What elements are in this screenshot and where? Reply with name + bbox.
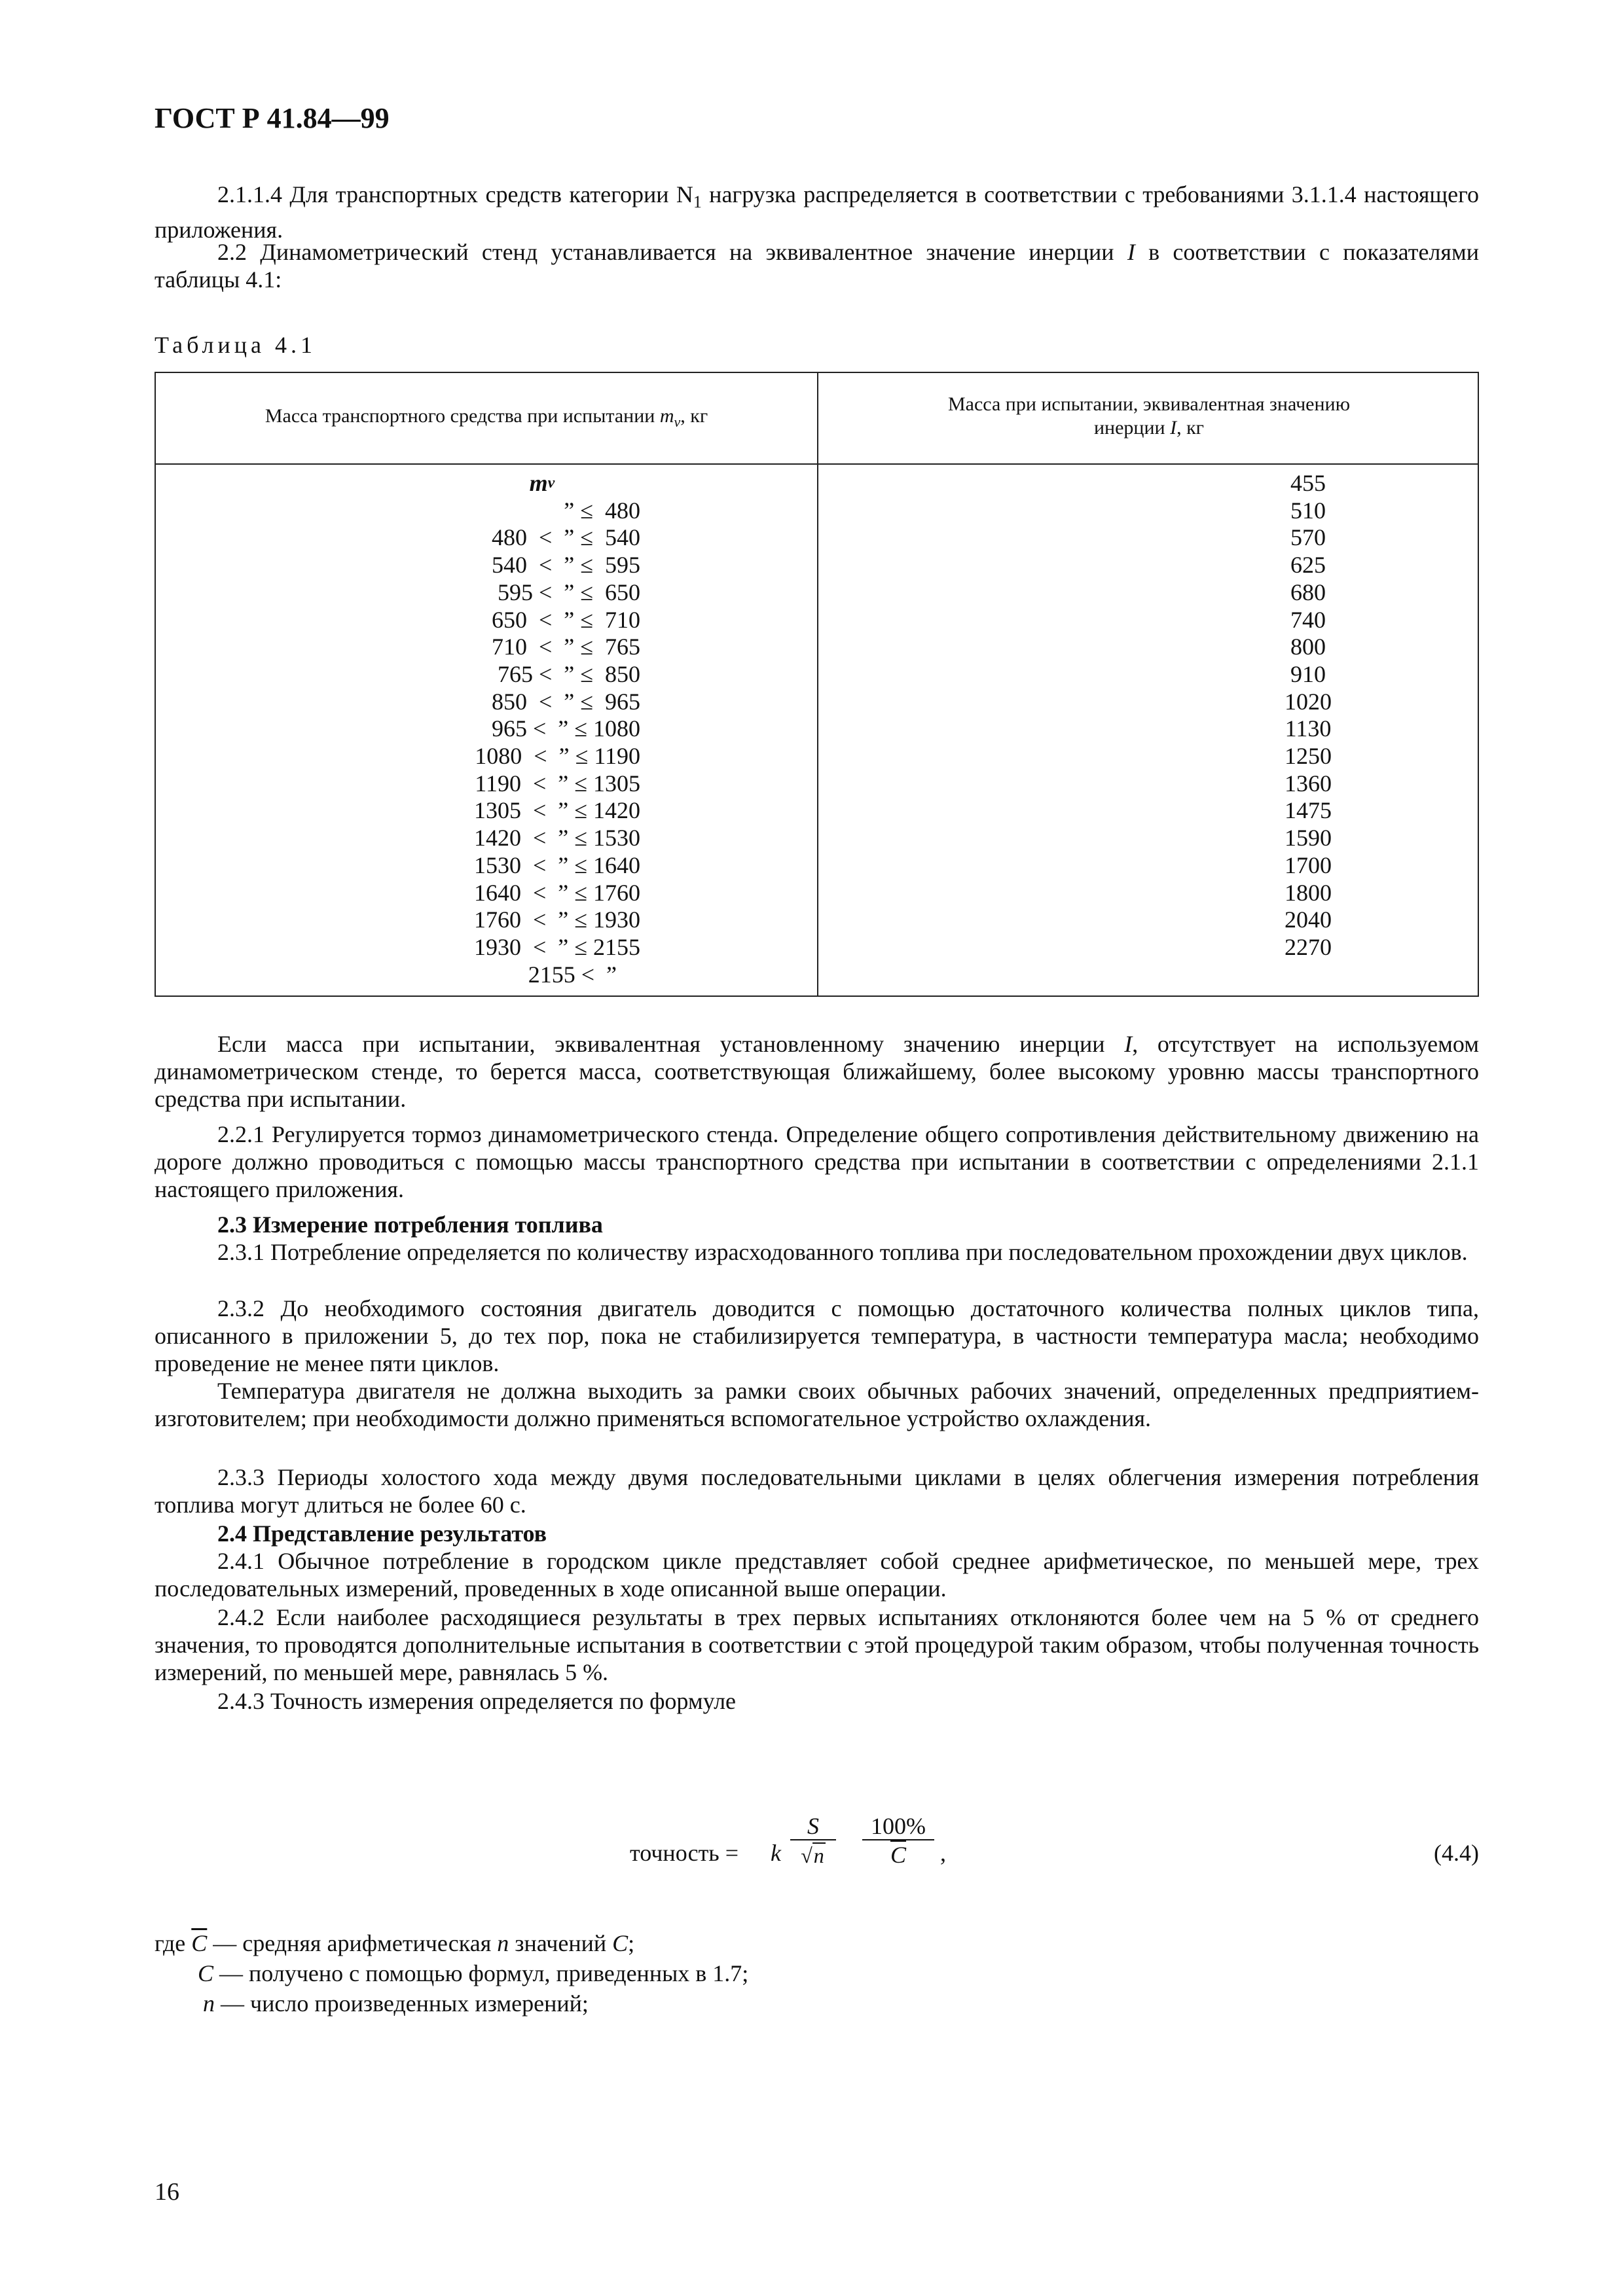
text: в соответствии с показателями таблицы 4.1: bbox=[155, 239, 1479, 293]
text: Масса при испытании, эквивалентная значению bbox=[947, 393, 1351, 415]
variable: n bbox=[497, 1930, 509, 1956]
table-cell: 1640 < ” ≤ 1760 bbox=[473, 879, 640, 906]
table-cell: 740 bbox=[1290, 606, 1326, 633]
paragraph-2-4-2: 2.4.2 Если наиболее расходящиеся результаты в трех первых испытаниях отклоняются более чем на 5 % от среднего значения, то проводятся дополнительные испытания в соответствии с этой процедурой таким образом, чтобы полученная точность измерений, по меньшей мере, равнялась 5 %. bbox=[155, 1604, 1479, 1685]
legend-c-bar bbox=[155, 1929, 634, 1957]
text: значений bbox=[509, 1930, 613, 1956]
page-number: 16 bbox=[155, 2178, 179, 2206]
variable: m bbox=[659, 405, 674, 427]
table-cell: 540 < ” ≤ 595 bbox=[491, 552, 640, 579]
table-cell: 480 < ” ≤ 540 bbox=[491, 524, 640, 551]
table-equivalent-masses bbox=[1203, 470, 1413, 961]
table-cell: 965 < ” ≤ 1080 bbox=[491, 715, 640, 742]
formula-4-4 bbox=[630, 1813, 1479, 1885]
text: — получено с помощью формул, приведенных в 1.7; bbox=[213, 1960, 749, 1986]
formula-comma: , bbox=[940, 1840, 946, 1866]
table-cell: 1360 bbox=[1285, 770, 1332, 797]
table-cell: 2270 bbox=[1285, 933, 1332, 960]
text: 2.1.1.4 Для транспортных средств категории N bbox=[217, 181, 693, 207]
radicand: n bbox=[813, 1844, 824, 1867]
variable: n bbox=[203, 1990, 215, 2017]
heading-2-4: 2.4 Представление результатов bbox=[217, 1520, 547, 1547]
c-bar: C bbox=[890, 1842, 906, 1868]
variable: C bbox=[198, 1960, 214, 1986]
text: инерции bbox=[1094, 417, 1171, 439]
text: — средняя арифметическая bbox=[207, 1930, 498, 1956]
text: , кг bbox=[1176, 417, 1204, 439]
text: Масса транспортного средства при испытании bbox=[264, 405, 660, 427]
paragraph-2-4-1: 2.4.1 Обычное потребление в городском цикле представляет собой среднее арифметическое, по меньшей мере, трех последовательных измерений, проведенных в ходе описанной выше операции. bbox=[155, 1548, 1479, 1602]
table-cell: 710 < ” ≤ 765 bbox=[491, 634, 640, 660]
legend-n bbox=[203, 1990, 589, 2017]
table-header-right bbox=[818, 393, 1480, 440]
text: , кг bbox=[680, 405, 708, 427]
document-header: ГОСТ Р 41.84—99 bbox=[155, 102, 390, 134]
paragraph-2-2-1: 2.2.1 Регулируется тормоз динамометрического стенда. Определение общего сопротивления действительному движению на дороге должно проводиться с помощью массы транспортного средства при испытании в соответствии с определениями 2.1.1 настоящего приложения. bbox=[155, 1121, 1479, 1202]
variable: I bbox=[1127, 239, 1135, 265]
subscript: v bbox=[547, 475, 555, 492]
table-cell: 680 bbox=[1290, 579, 1326, 605]
legend-c bbox=[198, 1960, 748, 1987]
sqrt-icon: √n bbox=[801, 1844, 824, 1867]
paragraph-2-3-3: 2.3.3 Периоды холостого хода между двумя последовательными циклами в целях облегчения измерения потребления топлива могут длиться не более 60 с. bbox=[155, 1464, 1479, 1518]
table-cell: 1475 bbox=[1285, 797, 1332, 824]
table-header-divider bbox=[156, 463, 1478, 465]
table-cell: 1250 bbox=[1285, 743, 1332, 770]
table-cell: 1590 bbox=[1285, 825, 1332, 852]
table-cell: 650 < ” ≤ 710 bbox=[491, 606, 640, 633]
paragraph-2-1-1-4 bbox=[155, 181, 1479, 243]
table-cell: 455 bbox=[1290, 470, 1326, 496]
fraction-denominator bbox=[862, 1840, 934, 1869]
table-cell: ” ≤ 480 bbox=[564, 497, 640, 524]
table-cell: 800 bbox=[1290, 634, 1326, 660]
paragraph-2-3-2: 2.3.2 До необходимого состояния двигатель доводится с помощью достаточного количества полных циклов типа, описанного в приложении 5, до тех пор, пока не стабилизируется температура, в частности температура масла; необходимо проведение не менее пяти циклов. bbox=[155, 1295, 1479, 1376]
table-cell: 510 bbox=[1290, 497, 1326, 524]
table-cell: 625 bbox=[1290, 552, 1326, 579]
variable: m bbox=[529, 470, 548, 496]
table-cell: 1800 bbox=[1285, 879, 1332, 906]
table-header-left bbox=[156, 404, 817, 434]
heading-2-3: 2.3 Измерение потребления топлива bbox=[217, 1211, 603, 1238]
formula-k: k bbox=[771, 1840, 781, 1866]
table-cell: 1305 < ” ≤ 1420 bbox=[473, 797, 640, 824]
formula-lhs: точность = bbox=[630, 1840, 739, 1866]
text: 2.2 Динамометрический стенд устанавливается на эквивалентное значение инерции bbox=[217, 239, 1127, 265]
inertia-table bbox=[155, 372, 1479, 997]
fraction-numerator: S bbox=[790, 1813, 836, 1840]
table-cell: 1020 bbox=[1285, 688, 1332, 715]
table-cell: 850 < ” ≤ 965 bbox=[491, 688, 640, 715]
table-cell bbox=[418, 470, 640, 497]
text: , отсутствует на используемом динамометрическом стенде, то берется масса, соответствующая ближайшему, более высокому уровню массы транспортного средства при испытании. bbox=[155, 1031, 1479, 1112]
table-cell: 910 bbox=[1290, 660, 1326, 687]
variable: C bbox=[612, 1930, 629, 1956]
header-line-2 bbox=[818, 416, 1480, 440]
formula-number: (4.4) bbox=[1434, 1840, 1479, 1866]
table-cell: 595 < ” ≤ 650 bbox=[497, 579, 640, 605]
table-cell: 1760 < ” ≤ 1930 bbox=[473, 906, 640, 933]
table-cell: 1080 < ” ≤ 1190 bbox=[475, 743, 640, 770]
text: ; bbox=[628, 1930, 635, 1956]
table-cell: 2040 bbox=[1285, 906, 1332, 933]
paragraph-2-3-1: 2.3.1 Потребление определяется по количеству израсходованного топлива при последовательном прохождении двух циклов. bbox=[217, 1239, 1468, 1265]
table-mass-ranges bbox=[418, 470, 640, 988]
text: Если масса при испытании, эквивалентная установленному значению инерции bbox=[217, 1031, 1125, 1057]
subscript: v bbox=[674, 414, 681, 430]
table-column-divider bbox=[817, 373, 818, 996]
table-cell: 1420 < ” ≤ 1530 bbox=[473, 825, 640, 852]
paragraph-after-table bbox=[155, 1030, 1479, 1113]
fraction-denominator bbox=[790, 1840, 836, 1870]
text: нагрузка распределяется в соответствии с требованиями 3.1.1.4 настоящего приложения. bbox=[155, 181, 1479, 243]
text: где bbox=[155, 1930, 192, 1956]
table-cell: 1930 < ” ≤ 2155 bbox=[473, 933, 640, 960]
table-cell: 2155 < ” bbox=[528, 961, 640, 988]
paragraph-engine-temperature: Температура двигателя не должна выходить за рамки своих обычных рабочих значений, определенных предприятием-изготовителем; при необходимости должно применяться вспомогательное устройство охлаждения. bbox=[155, 1378, 1479, 1431]
variable: I bbox=[1170, 417, 1177, 439]
table-cell: 570 bbox=[1290, 524, 1326, 551]
fraction-s-over-sqrt-n bbox=[790, 1813, 836, 1870]
table-cell: 1130 bbox=[1285, 715, 1332, 742]
variable: $\overline{C}$ bbox=[191, 1930, 208, 1956]
text: — число произведенных измерений; bbox=[215, 1990, 589, 2017]
table-caption: Таблица 4.1 bbox=[155, 332, 316, 358]
table-cell: 765 < ” ≤ 850 bbox=[497, 660, 640, 687]
variable: I bbox=[1124, 1031, 1133, 1057]
paragraph-2-2 bbox=[155, 238, 1479, 293]
table-cell: 1530 < ” ≤ 1640 bbox=[473, 852, 640, 878]
table-cell: 1700 bbox=[1285, 852, 1332, 878]
table-cell: 1190 < ” ≤ 1305 bbox=[475, 770, 640, 797]
paragraph-2-4-3: 2.4.3 Точность измерения определяется по формуле bbox=[217, 1688, 737, 1714]
fraction-100-over-c bbox=[862, 1813, 934, 1869]
fraction-numerator: 100% bbox=[862, 1813, 934, 1840]
subscript: 1 bbox=[693, 192, 702, 212]
